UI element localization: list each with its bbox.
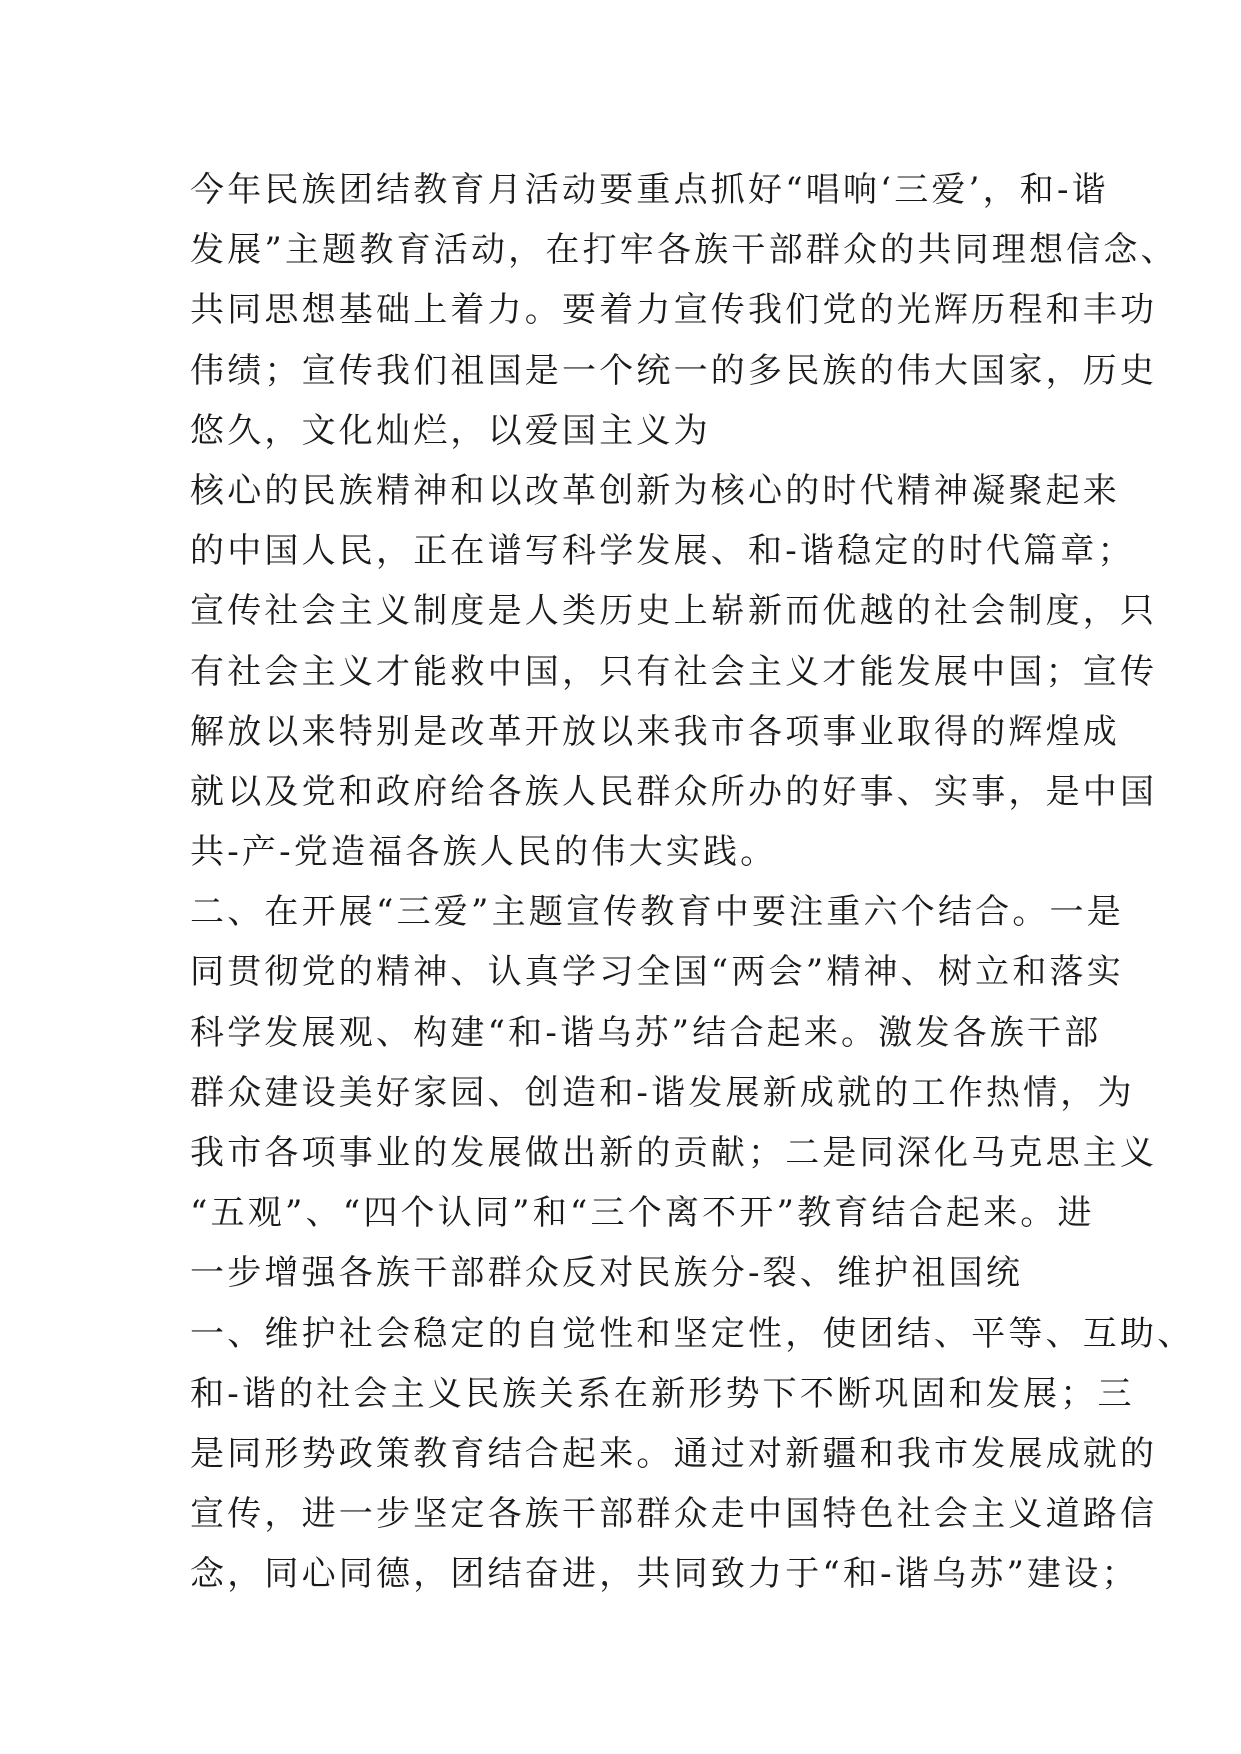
text-line-6: 核心的民族精神和以改革创新为核心的时代精神凝聚起来 bbox=[190, 470, 1120, 511]
text-line-24: 念，同心同德，团结奋进，共同致力于“和-谐乌苏”建设； bbox=[190, 1554, 1139, 1595]
text-line-21: 和-谐的社会主义民族关系在新形势下不断巩固和发展；三 bbox=[190, 1373, 1135, 1414]
text-line-20: 一、维护社会稳定的自觉性和坚定性，使团结、平等、互助、 bbox=[190, 1313, 1195, 1354]
text-line-4: 伟绩；宣传我们祖国是一个统一的多民族的伟大国家，历史 bbox=[190, 350, 1158, 391]
text-line-15: 科学发展观、构建“和-谐乌苏”结合起来。激发各族干部 bbox=[190, 1012, 1102, 1053]
text-line-9: 有社会主义才能救中国，只有社会主义才能发展中国；宣传 bbox=[190, 651, 1158, 692]
text-line-19: 一步增强各族干部群众反对民族分-裂、维护祖国统 bbox=[190, 1253, 1024, 1294]
text-line-22: 是同形势政策教育结合起来。通过对新疆和我市发展成就的 bbox=[190, 1433, 1158, 1474]
text-line-16: 群众建设美好家园、创造和-谐发展新成就的工作热情，为 bbox=[190, 1072, 1135, 1113]
text-line-2: 发展”主题教育活动，在打牢各族干部群众的共同理想信念、 bbox=[190, 230, 1178, 271]
text-line-8: 宣传社会主义制度是人类历史上崭新而优越的社会制度，只 bbox=[190, 591, 1158, 632]
text-line-23: 宣传，进一步坚定各族干部群众走中国特色社会主义道路信 bbox=[190, 1494, 1158, 1535]
text-line-12: 共-产-党造福各族人民的伟大实践。 bbox=[190, 832, 778, 873]
body-text bbox=[190, 160, 1195, 1605]
text-line-17: 我市各项事业的发展做出新的贡献；二是同深化马克思主义 bbox=[190, 1133, 1158, 1173]
text-line-10: 解放以来特别是改革开放以来我市各项事业取得的辉煌成 bbox=[190, 711, 1120, 752]
text-line-13: 二、在开展“三爱”主题宣传教育中要注重六个结合。一是 bbox=[190, 892, 1124, 933]
text-line-14: 同贯彻党的精神、认真学习全国“两会”精神、树立和落实 bbox=[190, 952, 1124, 993]
text-line-11: 就以及党和政府给各族人民群众所办的好事、实事，是中国 bbox=[190, 771, 1158, 812]
text-line-3: 共同思想基础上着力。要着力宣传我们党的光辉历程和丰功 bbox=[190, 290, 1158, 331]
text-line-5: 悠久，文化灿烂，以爱国主义为 bbox=[190, 410, 711, 451]
text-line-18: “五观”、“四个认同”和“三个离不开”教育结合起来。进 bbox=[190, 1193, 1095, 1234]
text-line-1: 今年民族团结教育月活动要重点抓好“唱响‘三爱’，和-谐 bbox=[190, 170, 1109, 210]
text-line-7: 的中国人民，正在谱写科学发展、和-谐稳定的时代篇章； bbox=[190, 531, 1135, 572]
